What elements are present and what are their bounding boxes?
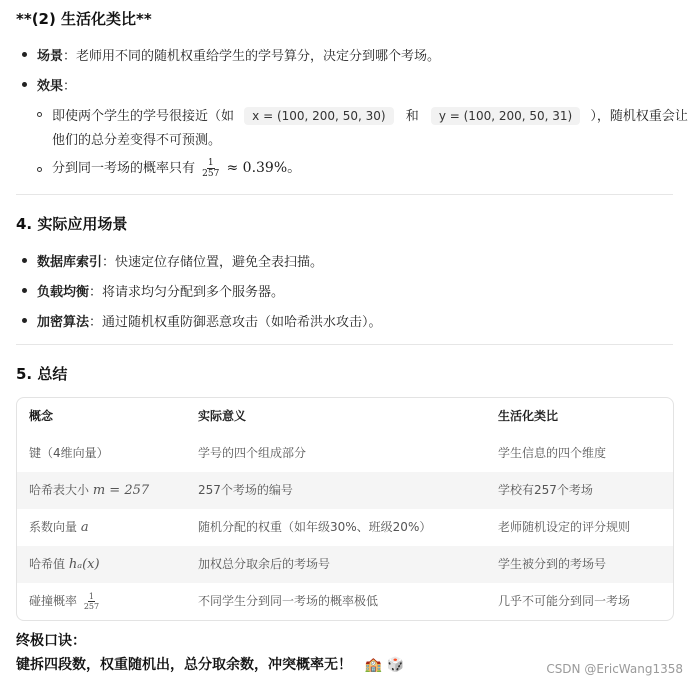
table-cell: 学生信息的四个维度 <box>498 446 607 460</box>
sub-item-text: 即使两个学生的学号很接近（如 <box>52 109 235 124</box>
table-cell: 老师随机设定的评分规则 <box>498 520 631 534</box>
item-text: ：老师用不同的随机权重给学生的学号算分，决定分到哪个考场。 <box>63 49 441 64</box>
sub-item-example <box>52 105 688 125</box>
item-label: 数据库索引 <box>37 255 103 270</box>
cell-text: 系数向量 <box>29 520 81 534</box>
item-text: ：快速定位存储位置，避免全表扫描。 <box>102 255 324 270</box>
mnemonic-text: 键拆四段数，权重随机出，总分取余数，冲突概率无！ <box>16 657 352 673</box>
divider <box>16 194 673 195</box>
list-item-crypto <box>37 311 382 330</box>
cell-math: m = 257 <box>92 483 150 498</box>
summary-table <box>16 397 674 621</box>
list-item-db-index <box>37 251 323 270</box>
code-y: y = (100, 200, 50, 31) <box>431 107 580 125</box>
list-item-load-balance <box>37 281 284 300</box>
bullet-dot <box>22 52 27 57</box>
fraction <box>201 158 220 179</box>
watermark: CSDN @EricWang1358 <box>546 662 683 676</box>
sub-bullet-circle <box>37 112 42 117</box>
table-header-cell: 概念 <box>29 409 54 423</box>
table-row <box>17 583 673 620</box>
item-label: 加密算法 <box>37 315 90 330</box>
item-label: 负载均衡 <box>37 285 90 300</box>
sub-item-suffix: ），随机权重会让 <box>590 109 688 124</box>
fraction-numerator: 1 <box>88 592 95 601</box>
table-row <box>17 509 673 546</box>
table-header-row <box>17 398 673 435</box>
table-cell: 随机分配的权重（如年级30%、班级20%） <box>198 520 432 534</box>
cell-text: 哈希表大小 <box>29 483 93 497</box>
fraction-denominator: 257 <box>83 602 100 611</box>
table-cell: 几乎不可能分到同一考场 <box>498 594 631 608</box>
item-text: ： <box>63 79 77 94</box>
bullet-dot <box>22 318 27 323</box>
list-item-scene <box>37 45 440 64</box>
bullet-dot <box>22 288 27 293</box>
table-row <box>17 546 673 583</box>
fraction <box>83 592 100 611</box>
sub-item-probability <box>52 157 301 179</box>
table-cell <box>29 472 149 509</box>
probability-math: ≈ 0.39%。 <box>226 160 302 176</box>
cell-text: 碰撞概率 <box>29 594 81 608</box>
mnemonic-title: 终极口诀： <box>16 633 86 649</box>
bullet-dot <box>22 258 27 263</box>
code-x: x = (100, 200, 50, 30) <box>244 107 393 125</box>
table-header-cell: 实际意义 <box>198 409 247 423</box>
sub-bullet-circle <box>37 167 42 172</box>
item-label: 效果 <box>37 79 64 94</box>
table-cell: 加权总分取余后的考场号 <box>198 557 331 571</box>
table-cell <box>29 546 100 583</box>
table-cell: 学生被分到的考场号 <box>498 557 607 571</box>
and-text: 和 <box>405 109 419 124</box>
fraction-denominator: 257 <box>202 169 220 179</box>
cell-math: a <box>80 520 89 535</box>
table-cell: 学号的四个组成部分 <box>198 446 307 460</box>
table-cell: 不同学生分到同一考场的概率极低 <box>198 594 379 608</box>
table-cell <box>29 509 89 546</box>
divider <box>16 344 673 345</box>
sub-item-line2: 他们的总分差变得不可预测。 <box>52 133 222 148</box>
section-heading-summary: 5. 总结 <box>16 365 68 383</box>
table-cell: 键（4维向量） <box>29 446 109 460</box>
sub-item-text: 分到同一考场的概率只有 <box>52 161 196 176</box>
emoji-icons: 🏫 🎲 <box>364 657 405 673</box>
section-heading-applications: 4. 实际应用场景 <box>16 215 128 233</box>
section-heading-analogy: **(2) 生活化类比** <box>16 10 152 28</box>
table-row <box>17 435 673 472</box>
cell-math: hₐ(x) <box>68 557 100 572</box>
table-header-cell: 生活化类比 <box>498 409 559 423</box>
table-cell: 257个考场的编号 <box>198 483 293 497</box>
table-row <box>17 472 673 509</box>
item-text: ：通过随机权重防御恶意攻击（如哈希洪水攻击）。 <box>89 315 382 330</box>
bullet-dot <box>22 82 27 87</box>
table-cell <box>29 583 102 620</box>
item-label: 场景 <box>37 49 64 64</box>
fraction-numerator: 1 <box>207 158 214 168</box>
table-cell: 学校有257个考场 <box>498 483 593 497</box>
mnemonic-line <box>16 654 404 674</box>
list-item-effect <box>37 75 76 94</box>
cell-text: 哈希值 <box>29 557 69 571</box>
item-text: ：将请求均匀分配到多个服务器。 <box>89 285 285 300</box>
